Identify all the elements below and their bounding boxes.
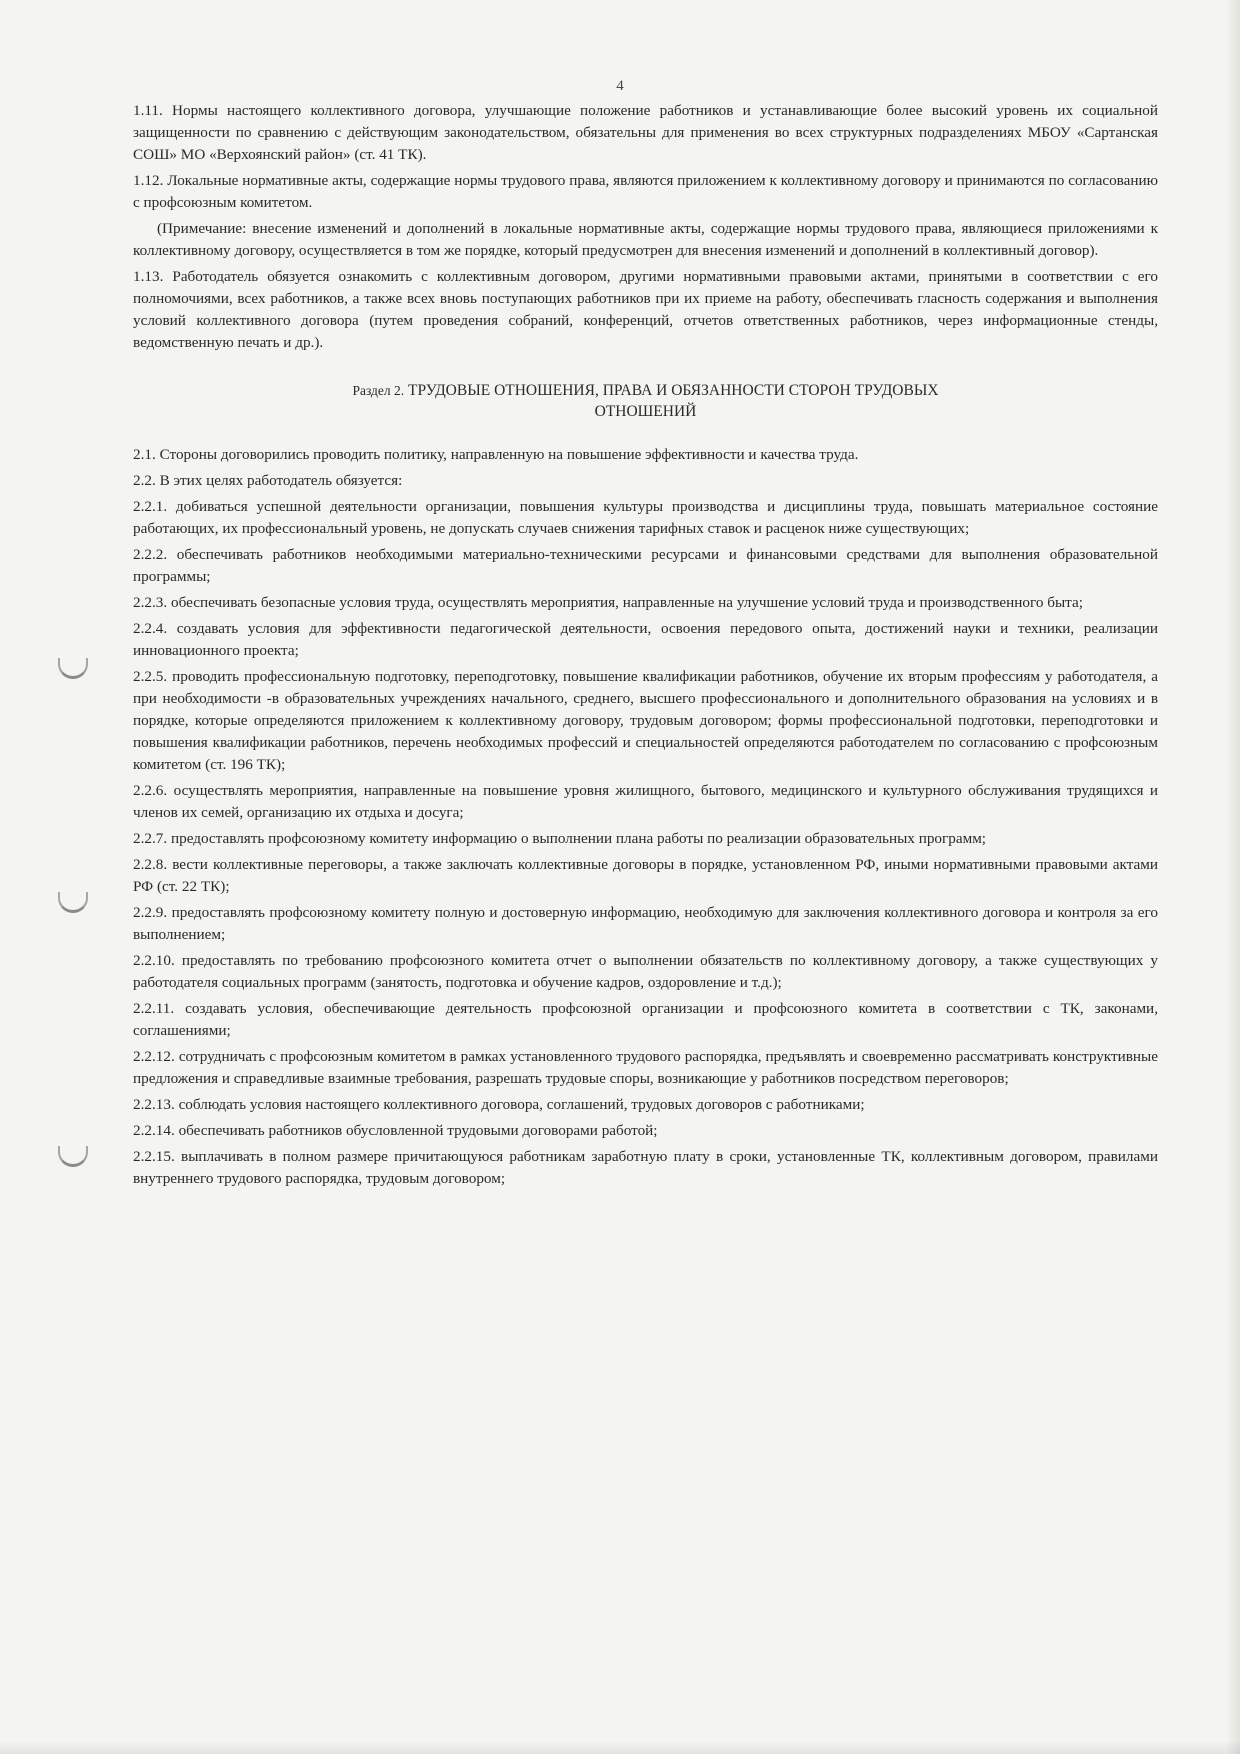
paragraph-2-2-9: 2.2.9. предоставлять профсоюзному комитету полную и достоверную информацию, необходимую для заключения коллективного договора и контроля за его выполнением; xyxy=(133,904,1158,943)
paragraph-1-11: 1.11. Нормы настоящего коллективного договора, улучшающие положение работников и устанавливающие более высокий уровень их социальной защищенности по сравнению с действующим законодательством, обязательны для применения во всех структурных подразделениях МБОУ «Сартанская СОШ» МО «Верхоянский район» (ст. 41 ТК). xyxy=(133,102,1158,163)
paragraph-2-2-6: 2.2.6. осуществлять мероприятия, направленные на повышение уровня жилищного, бытового, медицинского и культурного обслуживания трудящихся и членов их семей, организацию их отдыха и досуга; xyxy=(133,782,1158,821)
paragraph-2-2-13: 2.2.13. соблюдать условия настоящего коллективного договора, соглашений, трудовых договоров с работниками; xyxy=(133,1096,865,1113)
paragraph-2-2: 2.2. В этих целях работодатель обязуется: xyxy=(133,472,403,489)
paragraph-2-2-4: 2.2.4. создавать условия для эффективности педагогической деятельности, освоения передового опыта, достижений науки и техники, реализации инновационного проекта; xyxy=(133,620,1158,659)
paragraph-1-12: 1.12. Локальные нормативные акты, содержащие нормы трудового права, являются приложением к коллективному договору и принимаются по согласованию с профсоюзным комитетом. xyxy=(133,172,1158,211)
paragraph-2-2-7: 2.2.7. предоставлять профсоюзному комитету информацию о выполнении плана работы по реализации образовательных программ; xyxy=(133,830,987,847)
section-title-line2: ОТНОШЕНИЙ xyxy=(594,403,697,420)
paragraph-2-2-2: 2.2.2. обеспечивать работников необходимыми материально-техническими ресурсами и финансовыми средствами для выполнения образовательной программы; xyxy=(133,546,1158,585)
document-body xyxy=(133,100,1158,1194)
paragraph-2-2-12: 2.2.12. сотрудничать с профсоюзным комитетом в рамках установленного трудового распорядка, предъявлять и своевременно рассматривать конструктивные предложения и справедливые взаимные требования, разрешать трудовые споры, возникающие у работников посредством переговоров; xyxy=(133,1048,1158,1087)
paragraph-2-2-5: 2.2.5. проводить профессиональную подготовку, переподготовку, повышение квалификации работников, обучение их вторым профессиям у работодателя, а при необходимости -в образовательных учреждениях начального, среднего, высшего профессионального и дополнительного образования на условиях и в порядке, которые определяются приложением к коллективному договору, трудовым договором; формы профессиональной подготовки, переподготовки и повышения квалификации работников, перечень необходимых профессий и специальностей определяются работодателем по согласованию с профсоюзным комитетом (ст. 196 ТК); xyxy=(133,668,1158,773)
paragraph-note: (Примечание: внесение изменений и дополнений в локальные нормативные акты, содержащие нормы трудового права, являющиеся приложениями к коллективному договору, осуществляется в том же порядке, который предусмотрен для внесения изменений и дополнений в коллективный договор). xyxy=(133,220,1158,259)
paragraph-2-2-11: 2.2.11. создавать условия, обеспечивающие деятельность профсоюзной организации и профсоюзного комитета в соответствии с ТК, законами, соглашениями; xyxy=(133,1000,1158,1039)
section-prefix: Раздел 2. xyxy=(352,383,405,398)
paragraph-1-13: 1.13. Работодатель обязуется ознакомить с коллективным договором, другими нормативными правовыми актами, принятыми в соответствии с его полномочиями, всех работников, а также всех вновь поступающих работников при их приеме на работу, обеспечивать гласность содержания и выполнения условий коллективного договора (путем проведения собраний, конференций, отчетов ответственных работников, через информационные стенды, ведомственную печать и др.). xyxy=(133,268,1158,351)
paragraph-2-2-10: 2.2.10. предоставлять по требованию профсоюзного комитета отчет о выполнении обязательств по коллективному договору, а также существующих у работодателя социальных программ (занятость, подготовка и обучение кадров, оздоровление и т.д.); xyxy=(133,952,1158,991)
paragraph-2-2-8: 2.2.8. вести коллективные переговоры, а также заключать коллективные договоры в порядке, установленном РФ, иными нормативными правовыми актами РФ (ст. 22 ТК); xyxy=(133,856,1158,895)
punch-hole-mark xyxy=(58,892,88,913)
paragraph-2-1: 2.1. Стороны договорились проводить политику, направленную на повышение эффективности и качества труда. xyxy=(133,446,859,463)
paragraph-2-2-15: 2.2.15. выплачивать в полном размере причитающуюся работникам заработную плату в сроки, установленные ТК, коллективным договором, правилами внутреннего трудового распорядка, трудовым договором; xyxy=(133,1148,1158,1187)
punch-hole-mark xyxy=(58,1146,88,1167)
page-edge-shadow xyxy=(1226,0,1240,1754)
page-number: 4 xyxy=(616,78,624,94)
punch-hole-mark xyxy=(58,658,88,679)
paragraph-2-2-1: 2.2.1. добиваться успешной деятельности организации, повышения культуры производства и дисциплины труда, повышать материальное состояние работающих, их профессиональный уровень, не допускать случаев снижения тарифных ставок и расценок ниже существующих; xyxy=(133,498,1158,537)
section-title-line1: ТРУДОВЫЕ ОТНОШЕНИЯ, ПРАВА И ОБЯЗАННОСТИ СТОРОН ТРУДОВЫХ xyxy=(408,382,939,399)
page-bottom-shadow xyxy=(0,1740,1240,1754)
paragraph-2-2-14: 2.2.14. обеспечивать работников обусловленной трудовыми договорами работой; xyxy=(133,1122,658,1139)
section-heading xyxy=(133,380,1158,422)
paragraph-2-2-3: 2.2.3. обеспечивать безопасные условия труда, осуществлять мероприятия, направленные на улучшение условий труда и производственного быта; xyxy=(133,594,1083,611)
